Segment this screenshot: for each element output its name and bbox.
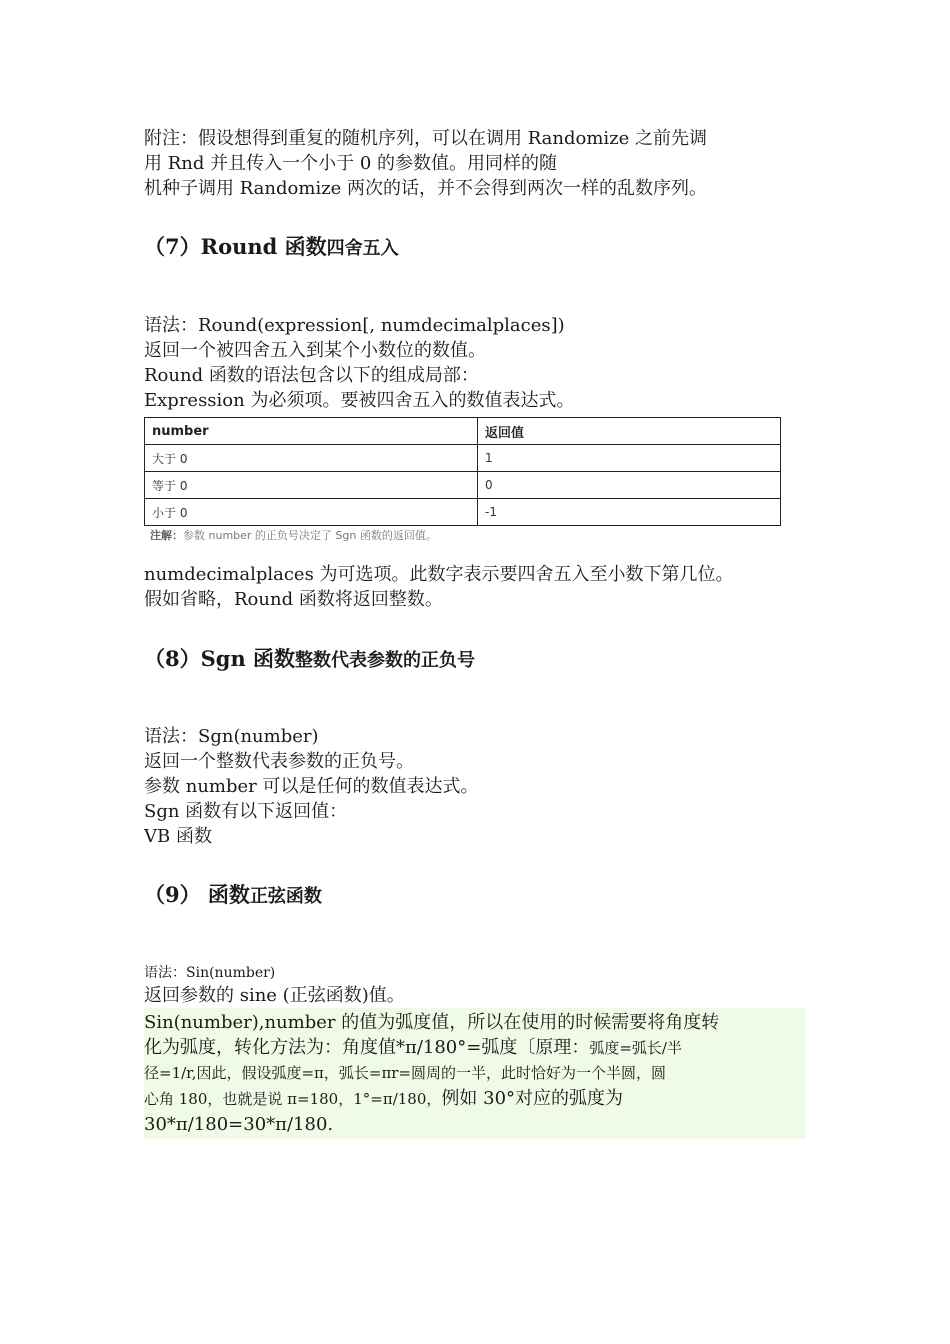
section7-heading [144, 233, 399, 263]
hl-line: 径=1/r,因此，假设弧度=π，弧长=πr=圆周的一半，此时恰好为一个半圆，圆 [144, 1064, 667, 1082]
table-cell: 大于 0 [145, 445, 478, 472]
section9-body [144, 963, 806, 1139]
section7-after [144, 562, 734, 612]
section7-body [144, 313, 574, 413]
sgn-line: 参数 number 可以是任何的数值表达式。 [144, 776, 479, 797]
hl-line-part: 例如 30°对应的弧度为 [441, 1088, 624, 1109]
table-cell: -1 [478, 499, 781, 526]
sin-syntax: 语法：Sin(number) [144, 965, 276, 981]
table-header-row [145, 418, 781, 445]
table-header-number: number [145, 418, 478, 445]
hl-line-part: 化为弧度，转化方法为：角度值*π/180°=弧度〔原理： [144, 1037, 590, 1058]
hl-line [144, 1035, 806, 1061]
sgn-line: VB 函数 [144, 826, 212, 847]
sgn-line: 语法：Sgn(number) [144, 726, 319, 747]
intro-line: 用 Rnd 并且传入一个小于 0 的参数值。用同样的随 [144, 153, 558, 174]
sgn-line: 返回一个整数代表参数的正负号。 [144, 751, 414, 772]
round-line: Expression 为必须项。要被四舍五入的数值表达式。 [144, 390, 575, 411]
table-cell: 0 [478, 472, 781, 499]
sgn-line: Sgn 函数有以下返回值： [144, 801, 348, 822]
table-row [145, 499, 781, 526]
section8-heading [144, 645, 475, 675]
section7-heading-main: （7）Round 函数 [144, 234, 327, 259]
table-header-return: 返回值 [478, 418, 781, 445]
table-note [150, 529, 781, 543]
hl-line-part: 弧度=弧长/半 [589, 1039, 682, 1057]
table-row [145, 445, 781, 472]
intro-note [144, 126, 707, 201]
table-note-text: 参数 number 的正负号决定了 Sgn 函数的返回值。 [183, 529, 437, 542]
table-cell: 1 [478, 445, 781, 472]
section7-heading-sub: 四舍五入 [326, 238, 399, 259]
intro-line: 机种子调用 Randomize 两次的话，并不会得到两次一样的乱数序列。 [144, 178, 708, 199]
table-row [145, 472, 781, 499]
section8-body [144, 724, 478, 849]
round-line: 返回一个被四舍五入到某个小数位的数值。 [144, 340, 486, 361]
intro-line: 附注：假设想得到重复的随机序列，可以在调用 Randomize 之前先调 [144, 128, 708, 149]
section9-heading [144, 881, 322, 911]
hl-line: Sin(number),number 的值为弧度值，所以在使用的时候需要将角度转 [144, 1012, 720, 1033]
round-line: Round 函数的语法包含以下的组成局部： [144, 365, 479, 386]
section9-heading-sub: 正弦函数 [249, 886, 322, 907]
hl-line [144, 1086, 806, 1112]
round-after-line: numdecimalplaces 为可选项。此数字表示要四舍五入至小数下第几位。 [144, 564, 734, 585]
round-after-line: 假如省略，Round 函数将返回整数。 [144, 589, 443, 610]
sgn-return-table [144, 417, 781, 526]
highlighted-paragraph [144, 1008, 806, 1139]
table-note-label: 注解： [150, 529, 183, 542]
section8-heading-main: （8）Sgn 函数 [144, 646, 296, 671]
hl-line: 30*π/180=30*π/180. [144, 1114, 334, 1135]
round-syntax: 语法：Round(expression[, numdecimalplaces]) [144, 315, 565, 336]
table-cell: 小于 0 [145, 499, 478, 526]
hl-line-part: 心角 180，也就是说 π=180，1°=π/180， [144, 1090, 442, 1108]
table-cell: 等于 0 [145, 472, 478, 499]
section8-heading-sub: 整数代表参数的正负号 [295, 650, 476, 671]
section9-heading-main: （9） 函数 [144, 882, 250, 907]
sin-line: 返回参数的 sine (正弦函数)值。 [144, 985, 405, 1006]
sgn-return-table-wrap [144, 417, 781, 543]
